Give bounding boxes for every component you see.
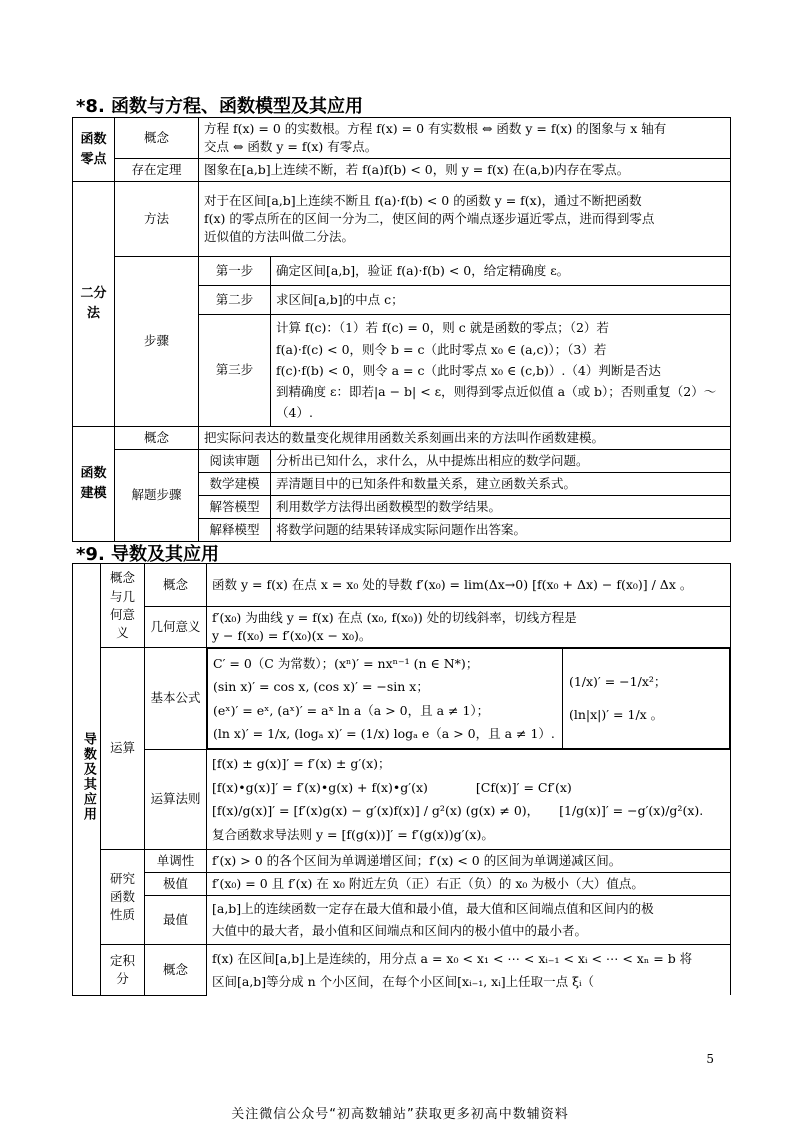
rule-formula: 复合函数求导法则 y = [f(g(x))]′ = f′(g(x))g′(x)。 xyxy=(212,827,494,842)
geo-concept-text: 函数 y = f(x) 在点 x = x₀ 处的导数 f′(x₀) = lim(Δx→0) [f(x₀ + Δx) − f(x₀)] / Δx 。 xyxy=(207,564,731,607)
zero-concept-cell xyxy=(199,118,731,159)
zero-exist-row xyxy=(73,159,731,182)
step3-cell xyxy=(271,315,731,426)
zero-concept-line: 方程 f(x) = 0 的实数根。方程 f(x) = 0 有实数根 ⇔ 函数 y = f(x) 的图象与 x 轴有 xyxy=(204,121,667,136)
study-ext-label: 极值 xyxy=(145,872,207,895)
study-group-label: 研究函数性质 xyxy=(101,849,145,944)
rule-formula: [f(x)•g(x)]′ = f′(x)•g(x) + f(x)•g′(x) xyxy=(212,779,428,795)
calc-group-label: 运算 xyxy=(101,648,145,850)
integral-concept-label: 概念 xyxy=(145,944,207,995)
study-mono-label: 单调性 xyxy=(145,849,207,872)
rule-formula: [1/g(x)]′ = −g′(x)/g²(x). xyxy=(559,803,704,819)
step1-text: 确定区间[a,b]，验证 f(a)·f(b) < 0，给定精确度 ε。 xyxy=(271,257,731,286)
section-9-head-cell xyxy=(73,564,101,996)
bisect-steps-label: 步骤 xyxy=(115,257,199,426)
integral-group-label: 定积分 xyxy=(101,944,145,995)
study-mono-text: f′(x) > 0 的各个区间为单调递增区间；f′(x) < 0 的区间为单调递减区间。 xyxy=(207,849,731,872)
geo-group-label: 概念与几何意义 xyxy=(101,564,145,648)
section-9-table xyxy=(72,563,731,996)
model-r4-label: 解释模型 xyxy=(199,519,271,542)
bisect-method-cell xyxy=(199,182,731,257)
zero-concept-line: 交点 ⇔ 函数 y = f(x) 有零点。 xyxy=(204,139,378,155)
geo-meaning-line: f′(x₀) 为曲线 y = f(x) 在点 (x₀, f(x₀)) 处的切线斜率，切线方程是 xyxy=(212,610,577,625)
model-head-cell xyxy=(73,426,115,542)
geo-concept-row xyxy=(73,564,731,607)
zero-concept-label: 概念 xyxy=(115,118,199,159)
rule-formula: [f(x) ± g(x)]′ = f′(x) ± g′(x)； xyxy=(212,755,391,771)
geo-meaning-label: 几何意义 xyxy=(145,607,207,648)
model-concept-text: 把实际问表达的数量变化规律用函数关系刻画出来的方法叫作函数建模。 xyxy=(199,426,731,449)
integral-line: f(x) 在区间[a,b]上是连续的，用分点 a = x₀ < x₁ < ⋯ < xᵢ₋₁ < xᵢ < ⋯ < xₙ = b 将 xyxy=(212,950,693,966)
step3-line: （4）. xyxy=(276,405,313,421)
basic-formula: C′ = 0（C 为常数）；(xⁿ)′ = nxⁿ⁻¹ (n ∈ N*)； xyxy=(213,656,479,672)
footer-note: 关注微信公众号“初高数辅站”获取更多初高中数辅资料 xyxy=(231,1107,569,1122)
model-r3-label: 解答模型 xyxy=(199,496,271,519)
study-max-line: [a,b]上的连续函数一定存在最大值和最小值，最大值和区间端点值和区间内的极 xyxy=(212,901,654,916)
geo-meaning-cell xyxy=(207,607,731,648)
model-r1-row xyxy=(73,449,731,472)
geo-concept-label: 概念 xyxy=(145,564,207,607)
basic-formula: (sin x)′ = cos x, (cos x)′ = −sin x； xyxy=(213,679,429,695)
study-mono-row xyxy=(73,849,731,872)
basic-formula: (ln|x|)′ = 1/x 。 xyxy=(568,706,664,722)
model-concept-label: 概念 xyxy=(115,426,199,449)
rule-formula: [f(x)/g(x)]′ = [f′(x)g(x) − g′(x)f(x)] / g²(x) (g(x) ≠ 0)， xyxy=(212,803,540,819)
study-max-cell xyxy=(207,896,731,945)
model-head: 函数建模 xyxy=(80,466,107,501)
section-8-table xyxy=(72,117,731,542)
zero-head-cell xyxy=(73,118,115,182)
bisect-method-line: f(x) 的零点所在的区间一分为二，使区间的两个端点逐步逼近零点，进而得到零点 xyxy=(204,211,655,227)
step3-label: 第三步 xyxy=(199,315,271,426)
model-concept-row xyxy=(73,426,731,449)
zero-exist-label: 存在定理 xyxy=(115,159,199,182)
calc-rule-cell xyxy=(207,749,731,849)
model-r1-text: 分析出已知什么，求什么，从中提炼出相应的数学问题。 xyxy=(271,449,731,472)
basic-formula: (eˣ)′ = eˣ, (aˣ)′ = aˣ ln a（a > 0，且 a ≠ 1）； xyxy=(213,702,490,718)
model-r3-text: 利用数学方法得出函数模型的数学结果。 xyxy=(271,496,731,519)
rule-formula-line xyxy=(212,799,725,823)
bisect-method-row xyxy=(73,182,731,257)
bisect-method-label: 方法 xyxy=(115,182,199,257)
study-max-line: 大值中的最大者，最小值和区间端点和区间内的极小值中的最小者。 xyxy=(212,922,588,938)
page-number: 5 xyxy=(706,1052,714,1066)
calc-rule-label: 运算法则 xyxy=(145,749,207,849)
bisect-head: 二分法 xyxy=(80,286,107,321)
calc-basic-cell xyxy=(207,648,731,750)
calc-basic-inner xyxy=(207,648,730,749)
step2-text: 求区间[a,b]的中点 c； xyxy=(271,286,731,315)
geo-meaning-row xyxy=(73,607,731,648)
bisect-step1-row xyxy=(73,257,731,286)
study-max-row xyxy=(73,896,731,945)
step3-line: 到精确度 ε：即若|a − b| < ε，则得到零点近似值 a（或 b）；否则重复（2）～ xyxy=(276,384,717,400)
step3-line: 计算 f(c)：（1）若 f(c) = 0，则 c 就是函数的零点；（2）若 xyxy=(276,320,609,336)
bisect-method-line: 近似值的方法叫做二分法。 xyxy=(204,229,355,245)
integral-cell xyxy=(207,944,731,995)
calc-basic-row xyxy=(73,648,731,750)
zero-exist-text: 图象在[a,b]上连续不断，若 f(a)f(b) < 0，则 y = f(x) 在(a,b)内存在零点。 xyxy=(199,159,731,182)
model-steps-label: 解题步骤 xyxy=(115,449,199,542)
basic-left xyxy=(208,649,563,749)
step1-label: 第一步 xyxy=(199,257,271,286)
model-r4-text: 将数学问题的结果转译成实际问题作出答案。 xyxy=(271,519,731,542)
integral-row xyxy=(73,944,731,995)
rule-formula: [Cf(x)]′ = Cf′(x) xyxy=(475,779,572,795)
model-r2-label: 数学建模 xyxy=(199,472,271,495)
geo-meaning-line: y − f(x₀) = f′(x₀)(x − x₀)。 xyxy=(212,628,372,644)
study-ext-row xyxy=(73,872,731,895)
model-r2-text: 弄清题目中的已知条件和数量关系，建立函数关系式。 xyxy=(271,472,731,495)
step3-line: f(c)·f(b) < 0，则令 a = c（此时零点 x₀ ∈ (c,b)）.（4）判断是否达 xyxy=(276,362,661,378)
zero-concept-row xyxy=(73,118,731,159)
integral-line: 区间[a,b]等分成 n 个小区间，在每个小区间[xᵢ₋₁, xᵢ]上任取一点 ξᵢ（ xyxy=(212,973,594,989)
zero-head: 函数零点 xyxy=(80,131,107,167)
section-9-title: *9. 导数及其应用 xyxy=(76,544,220,565)
section-9-head: 导数及其应用 xyxy=(80,731,96,822)
step2-label: 第二步 xyxy=(199,286,271,315)
basic-formula: (1/x)′ = −1/x²； xyxy=(568,674,667,689)
section-8-title: *8. 函数与方程、函数模型及其应用 xyxy=(76,96,364,117)
study-ext-text: f′(x₀) = 0 且 f′(x) 在 x₀ 附近左负（正）右正（负）的 x₀ 为极小（大）值点。 xyxy=(207,872,731,895)
model-r1-label: 阅读审题 xyxy=(199,449,271,472)
calc-basic-label: 基本公式 xyxy=(145,648,207,750)
basic-formula: (ln x)′ = 1/x, (logₐ x)′ = (1/x) logₐ e（a > 0，且 a ≠ 1）. xyxy=(213,725,555,741)
bisect-method-line: 对于在区间[a,b]上连续不断且 f(a)·f(b) < 0 的函数 y = f(x)，通过不断把函数 xyxy=(204,193,642,209)
calc-rule-row xyxy=(73,749,731,849)
rule-formula-line xyxy=(212,776,725,800)
step3-line: f(a)·f(c) < 0，则令 b = c（此时零点 x₀ ∈ (a,c)）；（3）若 xyxy=(276,341,607,357)
bisect-head-cell xyxy=(73,182,115,426)
study-max-label: 最值 xyxy=(145,896,207,945)
basic-right xyxy=(562,649,729,749)
